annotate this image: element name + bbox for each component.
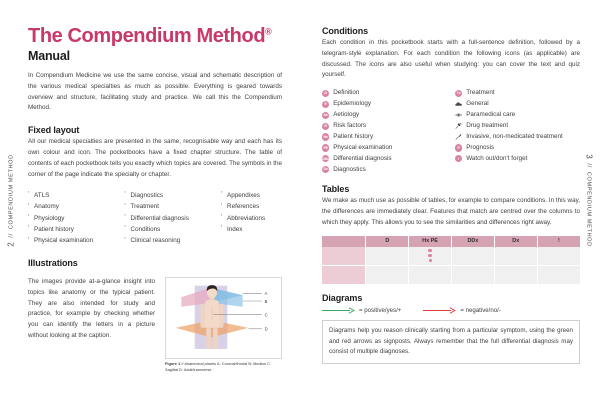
tables-body: We make as much use as possible of tables, for example to compare conditions. In this way, the differences are immediately clear. Features that match are centred over the columns to which they apply. This allows you to see the similarities and differences right away. (322, 197, 580, 227)
figure-caption-number: Figure 1 (165, 361, 181, 367)
legend-item-positive (322, 307, 401, 314)
illustrations-body: The images provide at-a-glance insight into topics like anatomy or the typical patient. They are also intended for study and practice, for example by checking whether you can identify the letters in a picture without looking at the caption. (28, 277, 155, 340)
eye-icon (455, 112, 462, 119)
table-cell (366, 247, 409, 266)
aetiology-icon: Ae (323, 112, 328, 117)
condition-icons-left (322, 89, 447, 176)
chapter-list-column-2 (125, 190, 222, 247)
figure-caption (165, 361, 282, 372)
list-item: ▪ Physiology (28, 213, 125, 224)
registered-trademark-icon: ® (265, 26, 272, 37)
table-header-cell: Dx (494, 236, 537, 247)
list-item: ▪ Appendixes (221, 190, 282, 201)
list-item: ▪ Index (221, 224, 282, 235)
legend-label: = positive/yes/+ (359, 307, 402, 315)
table-row (322, 266, 580, 285)
icon-label: Paramedical care (466, 111, 516, 119)
condition-icon-legend (322, 89, 580, 176)
list-item: ▪ Patient history (28, 224, 125, 235)
table-cell (409, 266, 452, 285)
condition-icons-right (455, 89, 580, 176)
tables-heading: Tables (322, 184, 350, 195)
chapter-list-column-1 (28, 190, 125, 247)
margin-label-right (578, 0, 600, 400)
fixed-layout-body: All our medical specialties are presented in the same, recognisable way and each has its own colour and icon. The pocketbooks have a fixed chapter structure. The table of contents of each pocketbook tells you exactly which topics are covered. The symbols in the corner of the page indicate the specialty or chapter. (28, 138, 282, 178)
table-header-cell: Hx PE (409, 236, 452, 247)
list-item: ▪ ATLS (28, 190, 125, 201)
green-arrow-icon (322, 307, 356, 314)
differential-diagnosis-icon: DDx (322, 156, 329, 161)
svg-text:C: C (264, 312, 268, 318)
anatomical-planes-figure (165, 277, 282, 359)
table-cell (537, 247, 580, 266)
list-item (455, 133, 580, 141)
table-cell (494, 247, 537, 266)
illustrations-text (28, 277, 155, 373)
chapter-list-column-3 (221, 190, 282, 247)
list-item (322, 166, 447, 174)
illustrations-heading: Illustrations (28, 257, 78, 268)
diagrams-heading: Diagrams (322, 293, 363, 304)
list-item: ▪ Abbreviations (221, 213, 282, 224)
illustrations-block (28, 277, 282, 373)
table-row-header (322, 247, 366, 266)
margin-label-left (0, 0, 22, 400)
table-header-row (322, 236, 580, 247)
prognosis-icon: P (455, 144, 462, 151)
list-item (455, 144, 580, 152)
icon-label: Physical examination (333, 143, 393, 151)
syringe-icon (455, 123, 462, 130)
epidemiology-icon: E (322, 101, 329, 108)
margin-title-left: COMPENDIUM METHOD (8, 153, 15, 229)
arrow-legend (322, 307, 580, 314)
icon-label: Patient history (333, 132, 374, 140)
list-item (322, 89, 447, 97)
list-item: ▪ Conditions (125, 224, 222, 235)
list-item: ▪ Treatment (125, 201, 222, 212)
list-item (322, 122, 447, 130)
list-item (455, 89, 580, 97)
page-title-text: The Compendium Method (28, 25, 266, 47)
diagnostics-icon: Dx (323, 167, 328, 172)
comparison-table (322, 236, 580, 286)
list-item (322, 111, 447, 119)
cloud-icon (455, 101, 462, 108)
table-cell (452, 266, 495, 285)
list-item: ▪ References (221, 201, 282, 212)
page-subtitle: Manual (28, 49, 70, 63)
figure-caption-items: A: Coronal/frontal B: Median C: Sagittal D: Axial/transverse (165, 361, 271, 373)
chapter-list (28, 190, 282, 247)
treatment-icon: Tx (456, 91, 461, 96)
patient-history-icon: Hx (323, 134, 328, 139)
table-header-cell (322, 236, 366, 247)
table-row (322, 247, 580, 266)
list-item: ▪ Anatomy (28, 201, 125, 212)
fixed-layout-heading: Fixed layout (28, 125, 80, 136)
list-item: ▪ Diagnostics (125, 190, 222, 201)
table-row-header (322, 266, 366, 285)
marker-dot-icon (428, 254, 431, 257)
icon-label: General (466, 100, 489, 108)
red-arrow-icon (423, 307, 457, 314)
right-page-column (300, 0, 600, 400)
figure-block (165, 277, 282, 373)
list-item (455, 111, 580, 119)
icon-label: Drug treatment (466, 121, 509, 129)
conditions-heading: Conditions (322, 26, 368, 36)
table-header-cell: D (366, 236, 409, 247)
icon-label: Definition (333, 89, 360, 97)
table-header-cell: ! (537, 236, 580, 247)
icon-label: Watch out/don't forget (466, 154, 528, 162)
page-number-left: 2 (6, 241, 16, 247)
table-cell (537, 266, 580, 285)
list-item: ▪ Differential diagnosis (125, 213, 222, 224)
legend-item-negative (423, 307, 500, 314)
icon-label: Prognosis (466, 143, 495, 151)
list-item (455, 122, 580, 130)
icon-label: Aetiology (333, 111, 360, 119)
risk-factors-icon: R (322, 123, 329, 130)
legend-label: = negative/no/- (460, 307, 501, 315)
intro-paragraph: In Compendium Medicine we use the same concise, visual and schematic description of the various medical specialties as much as possible. Everything is geared towards overview and structure, facilitating study and practice. We call this the Compendium Method. (28, 72, 282, 112)
cell-icon-group (409, 249, 451, 262)
table-cell (366, 266, 409, 285)
svg-text:B: B (264, 298, 268, 304)
margin-title-right: COMPENDIUM METHOD (586, 171, 593, 247)
marker-dot-icon (429, 259, 432, 262)
icon-label: Invasive, non-medicated treatment (466, 132, 563, 140)
list-item (322, 100, 447, 108)
table-cell (494, 266, 537, 285)
diagrams-note-box (322, 320, 580, 363)
page-number-right: 3 (584, 153, 594, 159)
diagrams-note-text: Diagrams help you reason clinically starting from a particular symptom, using the green and red arrows as signposts. Always remember that the full differential diagnosis may consist of multiple diagnoses. (329, 327, 573, 356)
list-item (455, 155, 580, 163)
list-item: ▪ Clinical reasoning (125, 235, 222, 246)
page-title (28, 26, 282, 47)
marker-dot-icon (428, 249, 431, 252)
icon-label: Risk factors (333, 121, 367, 129)
list-item (322, 144, 447, 152)
conditions-body: Each condition in this pocketbook starts with a full-sentence definition, followed by a telegram-style explanation. For each condition the following icons (as applicable) are discussed. The icons are also useful when studying: you can cover the text and quiz yourself. (322, 39, 580, 79)
table-header-cell: DDx (452, 236, 495, 247)
icon-label: Epidemiology (333, 100, 371, 108)
warning-icon: ! (455, 155, 462, 162)
svg-text:A: A (264, 291, 268, 297)
list-item: ▪ Physical examination (28, 235, 125, 246)
margin-separator-left: // (8, 232, 15, 238)
figure-caption-title: // Anatomical planes (181, 361, 217, 367)
list-item (455, 100, 580, 108)
margin-separator-right: // (586, 162, 593, 168)
list-item (322, 133, 447, 141)
table-cell (409, 247, 452, 266)
scalpel-icon (455, 133, 462, 140)
svg-text:D: D (264, 326, 268, 332)
table-cell (452, 247, 495, 266)
anatomical-planes-illustration (166, 278, 281, 357)
definition-icon: D (322, 90, 329, 97)
list-item (322, 155, 447, 163)
icon-label: Diagnostics (333, 165, 366, 173)
physical-examination-icon: PE (323, 145, 328, 150)
icon-label: Differential diagnosis (333, 154, 392, 162)
icon-label: Treatment (466, 89, 495, 97)
